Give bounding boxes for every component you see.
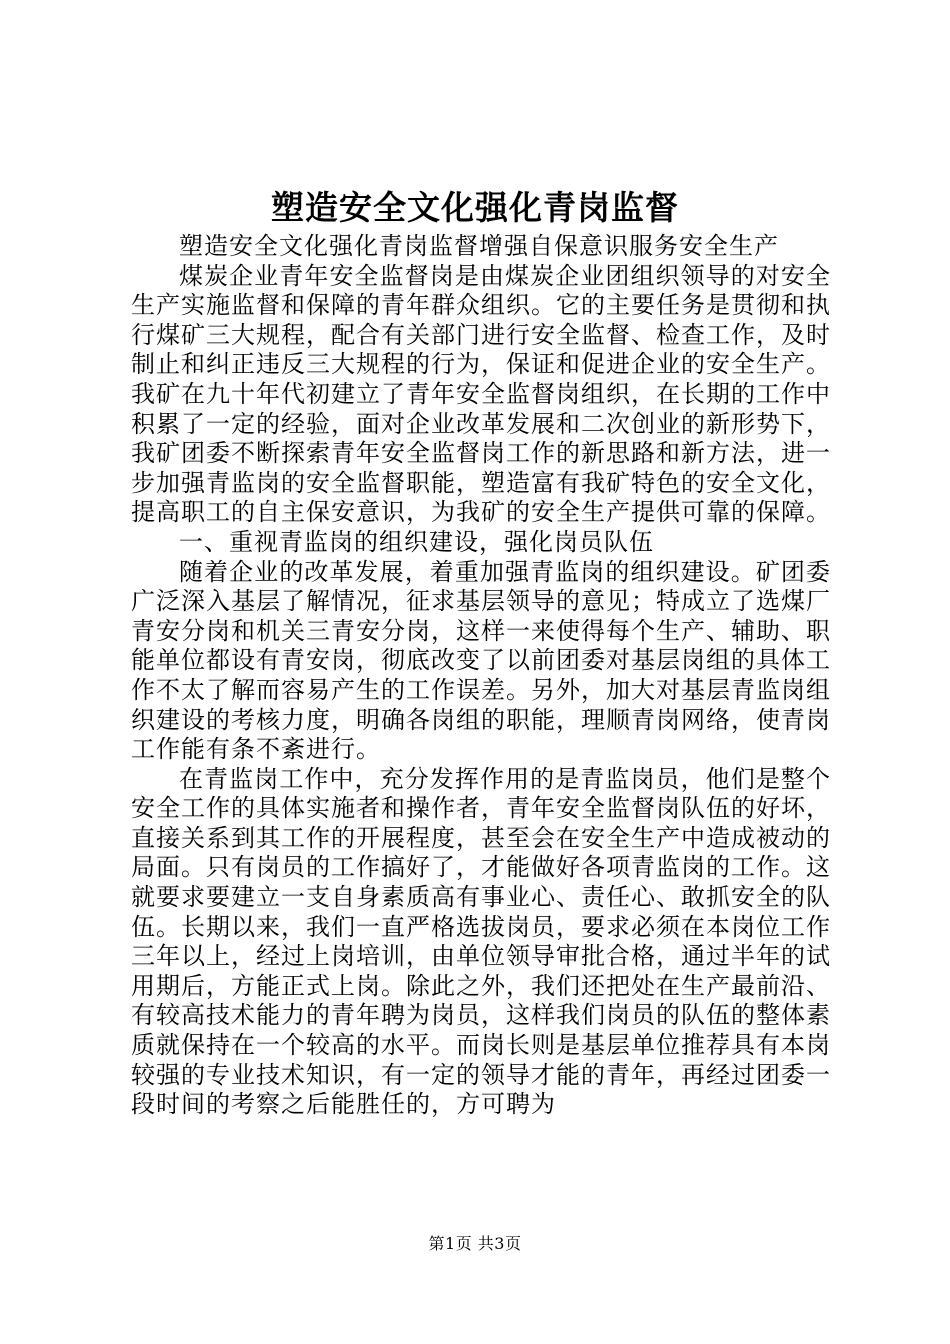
body-paragraph: 在青监岗工作中，充分发挥作用的是青监岗员，他们是整个安全工作的具体实施者和操作者，青年安全监督岗队伍的好坏，直接关系到其工作的开展程度，甚至会在安全生产中造成被动的局面。只有岗员的工作搞好了，才能做好各项青监岗的工作。这就要求要建立一支自身素质高有事业心、责任心、敢抓安全的队伍。长期以来，我们一直严格选拔岗员，要求必须在本岗位工作三年以上，经过上岗培训，由单位领导审批合格，通过半年的试用期后，方能正式上岗。除此之外，我们还把处在生产最前沿、有较高技术能力的青年聘为岗员，这样我们岗员的队伍的整体素质就保持在一个较高的水平。而岗长则是基层单位推荐具有本岗较强的专业技术知识，有一定的领导才能的青年，再经过团委一段时间的考察之后能胜任的，方可聘为 (131, 764, 831, 1119)
intro-paragraph: 煤炭企业青年安全监督岗是由煤炭企业团组织领导的对安全生产实施监督和保障的青年群众组织。它的主要任务是贯彻和执行煤矿三大规程，配合有关部门进行安全监督、检查工作，及时制止和纠正违反三大规程的行为，保证和促进企业的安全生产。我矿在九十年代初建立了青年安全监督岗组织，在长期的工作中积累了一定的经验，面对企业改革发展和二次创业的新形势下，我矿团委不断探索青年安全监督岗工作的新思路和新方法，进一步加强青监岗的安全监督职能，塑造富有我矿特色的安全文化，提高职工的自主保安意识，为我矿的安全生产提供可靠的保障。 (131, 261, 831, 527)
document-body (131, 232, 831, 1120)
body-paragraph: 随着企业的改革发展，着重加强青监岗的组织建设。矿团委广泛深入基层了解情况，征求基层领导的意见；特成立了选煤厂青安分岗和机关三青安分岗，这样一来使得每个生产、辅助、职能单位都设有青安岗，彻底改变了以前团委对基层岗组的具体工作不太了解而容易产生的工作误差。另外，加大对基层青监岗组织建设的考核力度，明确各岗组的职能，理顺青岗网络，使青岗工作能有条不紊进行。 (131, 557, 831, 764)
section-heading: 一、重视青监岗的组织建设，强化岗员队伍 (179, 527, 654, 556)
document-title: 塑造安全文化强化青岗监督 (271, 188, 679, 227)
subtitle-paragraph: 塑造安全文化强化青岗监督增强自保意识服务安全生产 (179, 232, 779, 260)
page-number-footer: 第1页 共3页 (428, 1234, 522, 1253)
